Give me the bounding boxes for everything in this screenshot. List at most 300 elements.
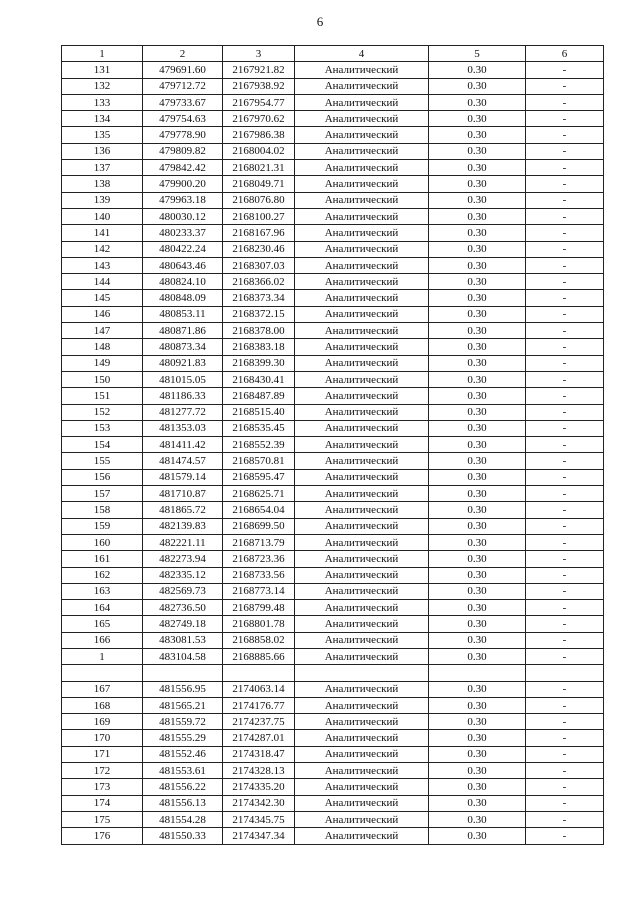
x-coordinate-cell: 480848.09 bbox=[143, 290, 223, 306]
accuracy-cell: 0.30 bbox=[429, 306, 526, 322]
accuracy-cell: 0.30 bbox=[429, 534, 526, 550]
table-row bbox=[62, 567, 604, 583]
method-cell: Аналитический bbox=[295, 160, 429, 176]
y-coordinate-cell: 2168167.96 bbox=[223, 225, 295, 241]
x-coordinate-cell: 480853.11 bbox=[143, 306, 223, 322]
y-coordinate-cell: 2168733.56 bbox=[223, 567, 295, 583]
header-cell: 4 bbox=[295, 46, 429, 62]
method-cell: Аналитический bbox=[295, 811, 429, 827]
y-coordinate-cell: 2168373.34 bbox=[223, 290, 295, 306]
y-coordinate-cell: 2174063.14 bbox=[223, 681, 295, 697]
x-coordinate-cell: 483081.53 bbox=[143, 632, 223, 648]
y-coordinate-cell: 2168076.80 bbox=[223, 192, 295, 208]
accuracy-cell: 0.30 bbox=[429, 143, 526, 159]
accuracy-cell: 0.30 bbox=[429, 127, 526, 143]
note-cell: - bbox=[526, 632, 604, 648]
table-row bbox=[62, 681, 604, 697]
y-coordinate-cell: 2168885.66 bbox=[223, 648, 295, 664]
x-coordinate-cell: 481474.57 bbox=[143, 453, 223, 469]
y-coordinate-cell: 2168372.15 bbox=[223, 306, 295, 322]
accuracy-cell: 0.30 bbox=[429, 730, 526, 746]
x-coordinate-cell: 480824.10 bbox=[143, 274, 223, 290]
method-cell: Аналитический bbox=[295, 143, 429, 159]
note-cell: - bbox=[526, 323, 604, 339]
x-coordinate-cell: 480873.34 bbox=[143, 339, 223, 355]
note-cell: - bbox=[526, 274, 604, 290]
y-coordinate-cell: 2174287.01 bbox=[223, 730, 295, 746]
y-coordinate-cell: 2168773.14 bbox=[223, 583, 295, 599]
y-coordinate-cell: 2167986.38 bbox=[223, 127, 295, 143]
point-number-cell: 131 bbox=[62, 62, 143, 78]
x-coordinate-cell: 481556.95 bbox=[143, 681, 223, 697]
accuracy-cell: 0.30 bbox=[429, 828, 526, 844]
method-cell: Аналитический bbox=[295, 714, 429, 730]
note-cell: - bbox=[526, 420, 604, 436]
x-coordinate-cell: 481277.72 bbox=[143, 404, 223, 420]
point-number-cell: 139 bbox=[62, 192, 143, 208]
x-coordinate-cell: 479691.60 bbox=[143, 62, 223, 78]
note-cell: - bbox=[526, 551, 604, 567]
accuracy-cell: 0.30 bbox=[429, 437, 526, 453]
point-number-cell: 146 bbox=[62, 306, 143, 322]
table-row bbox=[62, 616, 604, 632]
note-cell: - bbox=[526, 208, 604, 224]
table-row bbox=[62, 714, 604, 730]
y-coordinate-cell: 2167970.62 bbox=[223, 111, 295, 127]
note-cell: - bbox=[526, 388, 604, 404]
table-row bbox=[62, 763, 604, 779]
table-row bbox=[62, 437, 604, 453]
point-number-cell: 1 bbox=[62, 648, 143, 664]
table-row bbox=[62, 502, 604, 518]
method-cell: Аналитический bbox=[295, 567, 429, 583]
point-number-cell: 153 bbox=[62, 420, 143, 436]
note-cell: - bbox=[526, 730, 604, 746]
note-cell: - bbox=[526, 94, 604, 110]
note-cell: - bbox=[526, 111, 604, 127]
accuracy-cell: 0.30 bbox=[429, 355, 526, 371]
x-coordinate-cell: 479809.82 bbox=[143, 143, 223, 159]
table-row bbox=[62, 534, 604, 550]
accuracy-cell: 0.30 bbox=[429, 192, 526, 208]
table-row bbox=[62, 795, 604, 811]
note-cell: - bbox=[526, 437, 604, 453]
x-coordinate-cell: 482139.83 bbox=[143, 518, 223, 534]
method-cell: Аналитический bbox=[295, 681, 429, 697]
x-coordinate-cell: 479842.42 bbox=[143, 160, 223, 176]
note-cell bbox=[526, 665, 604, 681]
accuracy-cell: 0.30 bbox=[429, 583, 526, 599]
method-cell: Аналитический bbox=[295, 632, 429, 648]
point-number-cell: 138 bbox=[62, 176, 143, 192]
method-cell: Аналитический bbox=[295, 111, 429, 127]
y-coordinate-cell: 2168625.71 bbox=[223, 486, 295, 502]
point-number-cell: 137 bbox=[62, 160, 143, 176]
point-number-cell: 163 bbox=[62, 583, 143, 599]
point-number-cell: 165 bbox=[62, 616, 143, 632]
method-cell: Аналитический bbox=[295, 502, 429, 518]
accuracy-cell: 0.30 bbox=[429, 518, 526, 534]
note-cell: - bbox=[526, 648, 604, 664]
x-coordinate-cell: 480233.37 bbox=[143, 225, 223, 241]
point-number-cell: 135 bbox=[62, 127, 143, 143]
x-coordinate-cell: 482736.50 bbox=[143, 600, 223, 616]
x-coordinate-cell: 481555.29 bbox=[143, 730, 223, 746]
method-cell: Аналитический bbox=[295, 208, 429, 224]
table-row bbox=[62, 632, 604, 648]
point-number-cell: 162 bbox=[62, 567, 143, 583]
table-row bbox=[62, 62, 604, 78]
table-row bbox=[62, 339, 604, 355]
method-cell: Аналитический bbox=[295, 746, 429, 762]
accuracy-cell: 0.30 bbox=[429, 78, 526, 94]
point-number-cell: 173 bbox=[62, 779, 143, 795]
note-cell: - bbox=[526, 534, 604, 550]
accuracy-cell: 0.30 bbox=[429, 339, 526, 355]
table-row bbox=[62, 551, 604, 567]
note-cell: - bbox=[526, 371, 604, 387]
note-cell: - bbox=[526, 160, 604, 176]
point-number-cell: 134 bbox=[62, 111, 143, 127]
x-coordinate-cell: 480921.83 bbox=[143, 355, 223, 371]
note-cell: - bbox=[526, 811, 604, 827]
method-cell: Аналитический bbox=[295, 339, 429, 355]
note-cell: - bbox=[526, 192, 604, 208]
method-cell: Аналитический bbox=[295, 323, 429, 339]
point-number-cell: 143 bbox=[62, 257, 143, 273]
y-coordinate-cell: 2168699.50 bbox=[223, 518, 295, 534]
accuracy-cell bbox=[429, 665, 526, 681]
table-row bbox=[62, 176, 604, 192]
y-coordinate-cell: 2168801.78 bbox=[223, 616, 295, 632]
point-number-cell: 150 bbox=[62, 371, 143, 387]
x-coordinate-cell: 479733.67 bbox=[143, 94, 223, 110]
accuracy-cell: 0.30 bbox=[429, 795, 526, 811]
method-cell: Аналитический bbox=[295, 127, 429, 143]
method-cell: Аналитический bbox=[295, 388, 429, 404]
x-coordinate-cell: 481559.72 bbox=[143, 714, 223, 730]
x-coordinate-cell: 483104.58 bbox=[143, 648, 223, 664]
accuracy-cell: 0.30 bbox=[429, 176, 526, 192]
point-number-cell: 133 bbox=[62, 94, 143, 110]
method-cell: Аналитический bbox=[295, 795, 429, 811]
point-number-cell: 132 bbox=[62, 78, 143, 94]
x-coordinate-cell: 479754.63 bbox=[143, 111, 223, 127]
accuracy-cell: 0.30 bbox=[429, 388, 526, 404]
point-number-cell: 142 bbox=[62, 241, 143, 257]
note-cell: - bbox=[526, 681, 604, 697]
accuracy-cell: 0.30 bbox=[429, 763, 526, 779]
point-number-cell: 149 bbox=[62, 355, 143, 371]
y-coordinate-cell: 2174342.30 bbox=[223, 795, 295, 811]
y-coordinate-cell: 2174347.34 bbox=[223, 828, 295, 844]
accuracy-cell: 0.30 bbox=[429, 371, 526, 387]
table-row bbox=[62, 78, 604, 94]
accuracy-cell: 0.30 bbox=[429, 257, 526, 273]
method-cell: Аналитический bbox=[295, 779, 429, 795]
note-cell: - bbox=[526, 225, 604, 241]
note-cell: - bbox=[526, 828, 604, 844]
table-row bbox=[62, 94, 604, 110]
y-coordinate-cell: 2168230.46 bbox=[223, 241, 295, 257]
point-number-cell: 140 bbox=[62, 208, 143, 224]
table-row bbox=[62, 648, 604, 664]
note-cell: - bbox=[526, 355, 604, 371]
table-row bbox=[62, 355, 604, 371]
x-coordinate-cell: 481411.42 bbox=[143, 437, 223, 453]
method-cell: Аналитический bbox=[295, 469, 429, 485]
method-cell: Аналитический bbox=[295, 437, 429, 453]
accuracy-cell: 0.30 bbox=[429, 681, 526, 697]
method-cell: Аналитический bbox=[295, 697, 429, 713]
x-coordinate-cell: 481579.14 bbox=[143, 469, 223, 485]
y-coordinate-cell: 2168654.04 bbox=[223, 502, 295, 518]
method-cell: Аналитический bbox=[295, 355, 429, 371]
table-row bbox=[62, 404, 604, 420]
accuracy-cell: 0.30 bbox=[429, 697, 526, 713]
accuracy-cell: 0.30 bbox=[429, 551, 526, 567]
accuracy-cell: 0.30 bbox=[429, 160, 526, 176]
point-number-cell: 145 bbox=[62, 290, 143, 306]
note-cell: - bbox=[526, 143, 604, 159]
point-number-cell: 144 bbox=[62, 274, 143, 290]
point-number-cell: 174 bbox=[62, 795, 143, 811]
method-cell: Аналитический bbox=[295, 274, 429, 290]
y-coordinate-cell: 2168021.31 bbox=[223, 160, 295, 176]
y-coordinate-cell: 2174237.75 bbox=[223, 714, 295, 730]
x-coordinate-cell: 481565.21 bbox=[143, 697, 223, 713]
x-coordinate-cell: 481550.33 bbox=[143, 828, 223, 844]
y-coordinate-cell: 2167938.92 bbox=[223, 78, 295, 94]
point-number-cell: 167 bbox=[62, 681, 143, 697]
point-number-cell: 166 bbox=[62, 632, 143, 648]
method-cell: Аналитический bbox=[295, 241, 429, 257]
point-number-cell: 155 bbox=[62, 453, 143, 469]
note-cell: - bbox=[526, 306, 604, 322]
accuracy-cell: 0.30 bbox=[429, 811, 526, 827]
x-coordinate-cell: 480422.24 bbox=[143, 241, 223, 257]
table-row bbox=[62, 143, 604, 159]
header-cell: 1 bbox=[62, 46, 143, 62]
x-coordinate-cell: 482749.18 bbox=[143, 616, 223, 632]
y-coordinate-cell: 2168723.36 bbox=[223, 551, 295, 567]
header-cell: 6 bbox=[526, 46, 604, 62]
table-row bbox=[62, 111, 604, 127]
table-row bbox=[62, 388, 604, 404]
table-row bbox=[62, 828, 604, 844]
point-number-cell: 172 bbox=[62, 763, 143, 779]
header-cell: 2 bbox=[143, 46, 223, 62]
method-cell: Аналитический bbox=[295, 616, 429, 632]
table-row bbox=[62, 127, 604, 143]
point-number-cell bbox=[62, 665, 143, 681]
table-row bbox=[62, 453, 604, 469]
table-row bbox=[62, 290, 604, 306]
table-row bbox=[62, 697, 604, 713]
point-number-cell: 147 bbox=[62, 323, 143, 339]
accuracy-cell: 0.30 bbox=[429, 241, 526, 257]
point-number-cell: 176 bbox=[62, 828, 143, 844]
point-number-cell: 156 bbox=[62, 469, 143, 485]
table-row bbox=[62, 323, 604, 339]
note-cell: - bbox=[526, 176, 604, 192]
accuracy-cell: 0.30 bbox=[429, 420, 526, 436]
x-coordinate-cell: 481710.87 bbox=[143, 486, 223, 502]
x-coordinate-cell: 479778.90 bbox=[143, 127, 223, 143]
accuracy-cell: 0.30 bbox=[429, 779, 526, 795]
header-cell: 5 bbox=[429, 46, 526, 62]
y-coordinate-cell: 2168430.41 bbox=[223, 371, 295, 387]
table-row bbox=[62, 518, 604, 534]
x-coordinate-cell: 480643.46 bbox=[143, 257, 223, 273]
point-number-cell: 158 bbox=[62, 502, 143, 518]
accuracy-cell: 0.30 bbox=[429, 404, 526, 420]
note-cell: - bbox=[526, 241, 604, 257]
table-row bbox=[62, 225, 604, 241]
method-cell: Аналитический bbox=[295, 518, 429, 534]
method-cell: Аналитический bbox=[295, 828, 429, 844]
x-coordinate-cell: 481552.46 bbox=[143, 746, 223, 762]
point-number-cell: 148 bbox=[62, 339, 143, 355]
note-cell: - bbox=[526, 600, 604, 616]
x-coordinate-cell: 480871.86 bbox=[143, 323, 223, 339]
accuracy-cell: 0.30 bbox=[429, 94, 526, 110]
method-cell: Аналитический bbox=[295, 290, 429, 306]
accuracy-cell: 0.30 bbox=[429, 111, 526, 127]
x-coordinate-cell: 482335.12 bbox=[143, 567, 223, 583]
method-cell: Аналитический bbox=[295, 583, 429, 599]
method-cell: Аналитический bbox=[295, 534, 429, 550]
x-coordinate-cell bbox=[143, 665, 223, 681]
accuracy-cell: 0.30 bbox=[429, 746, 526, 762]
x-coordinate-cell: 480030.12 bbox=[143, 208, 223, 224]
x-coordinate-cell: 481556.22 bbox=[143, 779, 223, 795]
y-coordinate-cell: 2168552.39 bbox=[223, 437, 295, 453]
note-cell: - bbox=[526, 518, 604, 534]
method-cell bbox=[295, 665, 429, 681]
note-cell: - bbox=[526, 763, 604, 779]
page-number: 6 bbox=[316, 14, 324, 29]
y-coordinate-cell: 2174328.13 bbox=[223, 763, 295, 779]
y-coordinate-cell: 2168378.00 bbox=[223, 323, 295, 339]
table-row bbox=[62, 241, 604, 257]
method-cell: Аналитический bbox=[295, 551, 429, 567]
y-coordinate-cell: 2168366.02 bbox=[223, 274, 295, 290]
accuracy-cell: 0.30 bbox=[429, 648, 526, 664]
accuracy-cell: 0.30 bbox=[429, 274, 526, 290]
note-cell: - bbox=[526, 404, 604, 420]
note-cell: - bbox=[526, 486, 604, 502]
table-row bbox=[62, 160, 604, 176]
point-number-cell: 171 bbox=[62, 746, 143, 762]
method-cell: Аналитический bbox=[295, 371, 429, 387]
point-number-cell: 157 bbox=[62, 486, 143, 502]
x-coordinate-cell: 481554.28 bbox=[143, 811, 223, 827]
point-number-cell: 141 bbox=[62, 225, 143, 241]
accuracy-cell: 0.30 bbox=[429, 208, 526, 224]
point-number-cell: 154 bbox=[62, 437, 143, 453]
note-cell: - bbox=[526, 78, 604, 94]
y-coordinate-cell bbox=[223, 665, 295, 681]
point-number-cell: 159 bbox=[62, 518, 143, 534]
method-cell: Аналитический bbox=[295, 763, 429, 779]
accuracy-cell: 0.30 bbox=[429, 486, 526, 502]
point-number-cell: 161 bbox=[62, 551, 143, 567]
y-coordinate-cell: 2168307.03 bbox=[223, 257, 295, 273]
x-coordinate-cell: 481556.13 bbox=[143, 795, 223, 811]
note-cell: - bbox=[526, 567, 604, 583]
note-cell: - bbox=[526, 714, 604, 730]
method-cell: Аналитический bbox=[295, 453, 429, 469]
table-row bbox=[62, 208, 604, 224]
accuracy-cell: 0.30 bbox=[429, 225, 526, 241]
table-body bbox=[62, 62, 604, 844]
method-cell: Аналитический bbox=[295, 62, 429, 78]
accuracy-cell: 0.30 bbox=[429, 600, 526, 616]
header-row bbox=[62, 46, 604, 62]
accuracy-cell: 0.30 bbox=[429, 502, 526, 518]
accuracy-cell: 0.30 bbox=[429, 323, 526, 339]
y-coordinate-cell: 2168515.40 bbox=[223, 404, 295, 420]
method-cell: Аналитический bbox=[295, 306, 429, 322]
table-row bbox=[62, 306, 604, 322]
coordinates-table bbox=[61, 45, 604, 845]
y-coordinate-cell: 2168399.30 bbox=[223, 355, 295, 371]
note-cell: - bbox=[526, 779, 604, 795]
table-row bbox=[62, 583, 604, 599]
note-cell: - bbox=[526, 746, 604, 762]
note-cell: - bbox=[526, 795, 604, 811]
method-cell: Аналитический bbox=[295, 648, 429, 664]
point-number-cell: 160 bbox=[62, 534, 143, 550]
note-cell: - bbox=[526, 616, 604, 632]
method-cell: Аналитический bbox=[295, 730, 429, 746]
x-coordinate-cell: 482273.94 bbox=[143, 551, 223, 567]
header-cell: 3 bbox=[223, 46, 295, 62]
note-cell: - bbox=[526, 290, 604, 306]
table-row bbox=[62, 192, 604, 208]
table-row bbox=[62, 469, 604, 485]
point-number-cell: 170 bbox=[62, 730, 143, 746]
table-row bbox=[62, 600, 604, 616]
table-row bbox=[62, 274, 604, 290]
y-coordinate-cell: 2168100.27 bbox=[223, 208, 295, 224]
note-cell: - bbox=[526, 583, 604, 599]
method-cell: Аналитический bbox=[295, 257, 429, 273]
x-coordinate-cell: 481186.33 bbox=[143, 388, 223, 404]
table-row bbox=[62, 779, 604, 795]
note-cell: - bbox=[526, 469, 604, 485]
method-cell: Аналитический bbox=[295, 225, 429, 241]
method-cell: Аналитический bbox=[295, 600, 429, 616]
point-number-cell: 168 bbox=[62, 697, 143, 713]
accuracy-cell: 0.30 bbox=[429, 469, 526, 485]
method-cell: Аналитический bbox=[295, 486, 429, 502]
y-coordinate-cell: 2174318.47 bbox=[223, 746, 295, 762]
x-coordinate-cell: 481865.72 bbox=[143, 502, 223, 518]
y-coordinate-cell: 2168713.79 bbox=[223, 534, 295, 550]
method-cell: Аналитический bbox=[295, 192, 429, 208]
y-coordinate-cell: 2168858.02 bbox=[223, 632, 295, 648]
method-cell: Аналитический bbox=[295, 78, 429, 94]
y-coordinate-cell: 2168570.81 bbox=[223, 453, 295, 469]
note-cell: - bbox=[526, 697, 604, 713]
y-coordinate-cell: 2168004.02 bbox=[223, 143, 295, 159]
accuracy-cell: 0.30 bbox=[429, 62, 526, 78]
table-row bbox=[62, 746, 604, 762]
x-coordinate-cell: 482221.11 bbox=[143, 534, 223, 550]
note-cell: - bbox=[526, 62, 604, 78]
